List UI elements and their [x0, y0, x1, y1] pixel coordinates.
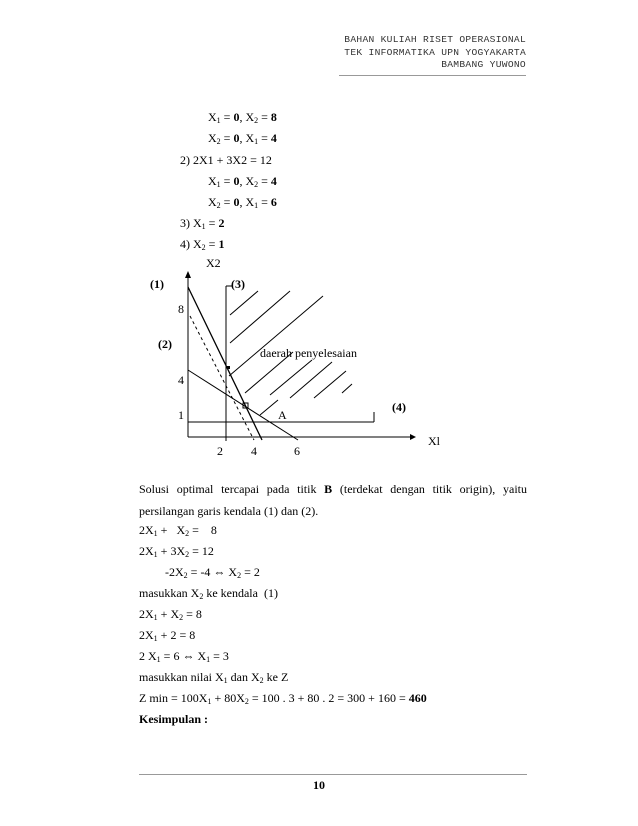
substitute-x2-note: masukkan $X_2$ ke kendala (1) — [139, 586, 278, 601]
equation-6: $2X_1 + 2 = 8$ — [139, 628, 196, 643]
x-tick-label-4: 4 — [251, 444, 257, 458]
step-2a: $X_1 = 0$, $X_2 = 4$ — [208, 174, 277, 189]
page-number: 10 — [313, 778, 325, 792]
label-constraint-3: (3) — [231, 277, 245, 291]
label-constraint-2: (2) — [158, 337, 172, 351]
equation-7: 2 $X_1 = 6$ ⇔ $X_1 = 3$ — [139, 649, 229, 664]
z-min-equation: Z $\min = 100X_1 + 80X_2 = 100$ . 3 + 80 . 2 = 300 + 160 = 460 — [139, 691, 427, 706]
footer-rule — [139, 774, 527, 775]
step-1b: $X_2 = 0$, $X_1 = 4$ — [208, 131, 277, 146]
header-author: BAMBANG YUWONO — [441, 59, 526, 70]
y-tick-8: 8 — [178, 302, 184, 316]
step-4: 4) $X_2 = 1$ — [180, 237, 225, 252]
header-course: BAHAN KULIAH RISET OPERASIONAL — [344, 34, 526, 45]
region-label: daerah penyelesaian — [260, 346, 357, 360]
y-tick-1: 1 — [178, 408, 184, 422]
step-1a: $X_1 = 0$, $X_2 = 8$ — [208, 110, 277, 125]
y-axis-arrow — [185, 271, 191, 278]
equation-3: $-2X_2 = -4$ ⇔ $X_2 = 2$ — [165, 565, 260, 580]
step-3: 3) $X_1 = 2$ — [180, 216, 225, 231]
y-tick-4: 4 — [178, 373, 184, 387]
header-department: TEK INFORMATIKA UPN YOGYAKARTA — [344, 46, 526, 58]
x-axis-label: Xl — [428, 434, 440, 448]
step-2b: $X_2 = 0$, $X_1 = 6$ — [208, 195, 277, 210]
label-constraint-4: (4) — [392, 400, 406, 414]
equation-1: $2X_1 + X_2$ = 8 — [139, 523, 217, 538]
point-marker — [227, 366, 230, 369]
x-axis-arrow — [410, 434, 416, 440]
equation-5: $2X_1 + X_2 = 8$ — [139, 607, 202, 622]
conclusion-heading: Kesimpulan : — [139, 712, 209, 726]
x-tick-label-6: 6 — [294, 444, 300, 458]
solution-paragraph: Solusi optimal tercapai pada titik B (terdekat dengan titik origin), yaitu persilangan garis kendala (1) dan (2). — [139, 482, 528, 518]
y-axis-label: X2 — [206, 256, 221, 270]
point-a-label: A — [278, 408, 287, 422]
x-tick-label-2: 2 — [217, 444, 223, 458]
equation-2: $2X_1 + 3X_2 = 12$ — [139, 544, 214, 559]
objective-line — [190, 316, 254, 440]
label-constraint-1: (1) — [150, 277, 164, 291]
step-2: 2) 2X1 + 3X2 = 12 — [180, 153, 272, 167]
substitute-z-note: masukkan nilai $X_1$ dan $X_2$ ke Z — [139, 670, 289, 685]
constraint-1-line — [188, 287, 262, 440]
